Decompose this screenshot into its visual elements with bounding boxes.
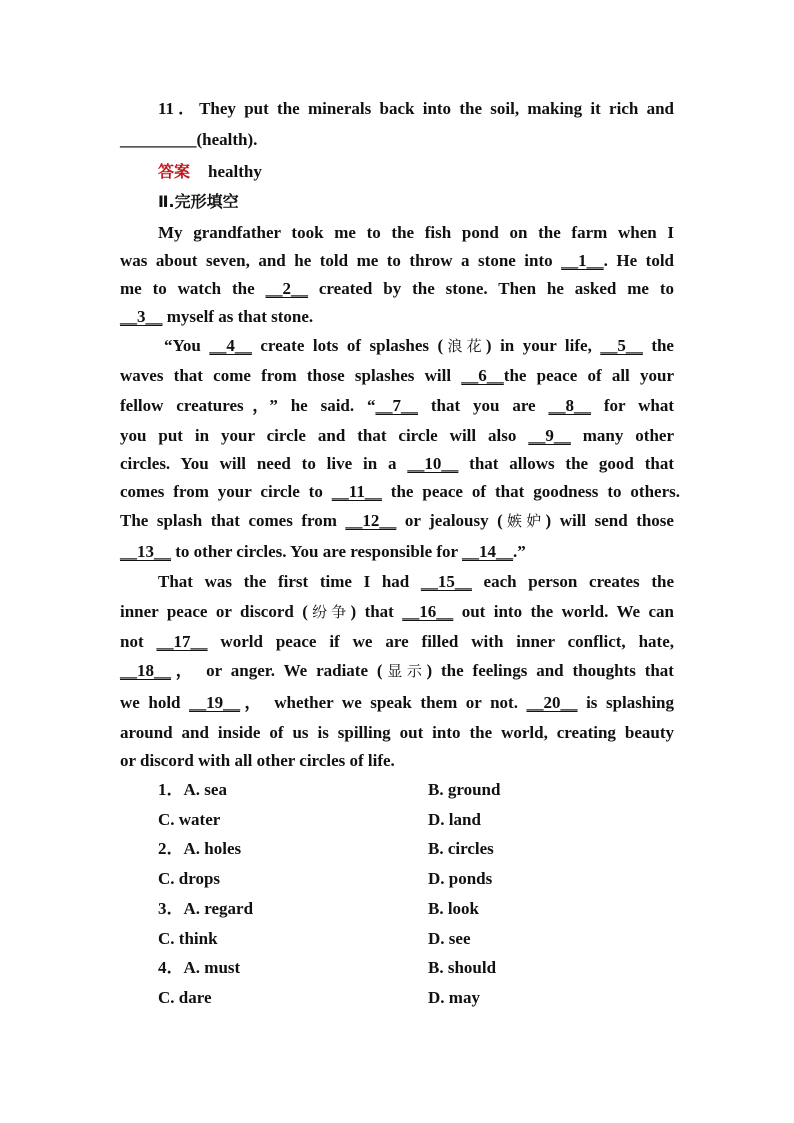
blank-5: __5__ bbox=[600, 336, 643, 355]
option-2-c: C. drops bbox=[158, 869, 221, 888]
chinese-gloss: 纷争 bbox=[307, 603, 351, 621]
blank-20: __20__ bbox=[526, 693, 578, 712]
option-4-b: B. should bbox=[428, 958, 497, 977]
option-3-a: 3．A. regard bbox=[158, 899, 254, 918]
passage-text: .” bbox=[513, 542, 526, 561]
question-11-text: 11．They put the minerals back into the soil, making it rich and bbox=[158, 99, 674, 118]
option-1-a: 1．A. sea bbox=[158, 780, 227, 799]
passage-text: comes from your circle to bbox=[120, 482, 332, 501]
blank-8: __8__ bbox=[548, 396, 591, 415]
question-11-line-2 bbox=[120, 129, 257, 151]
blank-1: __1__ bbox=[561, 251, 604, 270]
answer-label: 答案 bbox=[158, 162, 191, 181]
blank-11: __11__ bbox=[331, 482, 382, 501]
option-3-c: C. think bbox=[158, 929, 218, 948]
passage-text: the peace of all your bbox=[503, 366, 674, 385]
passage-text: around and inside of us is spilling out into the world, creating beauty bbox=[120, 723, 674, 742]
passage-text: that allows the good that bbox=[458, 454, 674, 473]
passage-text: “You bbox=[164, 336, 210, 355]
passage-line bbox=[120, 660, 674, 682]
passage-text: circles. You will need to live in a bbox=[120, 454, 408, 473]
passage-line bbox=[120, 510, 674, 532]
blank-18: __18__ bbox=[120, 661, 171, 680]
passage-text: ， whether we speak them or not. bbox=[240, 693, 527, 712]
blank-2: __2__ bbox=[265, 279, 308, 298]
answer-line bbox=[158, 161, 262, 183]
passage-text: the peace of that goodness to others. bbox=[381, 482, 680, 501]
passage-text: or jealousy ( bbox=[396, 511, 503, 530]
passage-text: we hold bbox=[120, 693, 190, 712]
passage-text: for what bbox=[590, 396, 674, 415]
passage-line bbox=[158, 571, 674, 593]
passage-line bbox=[158, 222, 674, 244]
question-11-blank: _________ bbox=[120, 130, 197, 149]
passage-text: ， or anger. We radiate ( bbox=[171, 661, 383, 680]
passage-text: many other bbox=[570, 426, 674, 445]
passage-text: is splashing bbox=[577, 693, 674, 712]
question-11-line-1 bbox=[158, 98, 674, 120]
passage-text: not bbox=[120, 632, 157, 651]
passage-line bbox=[120, 692, 674, 714]
option-1-d: D. land bbox=[428, 810, 481, 829]
option-1-b: B. ground bbox=[428, 780, 501, 799]
blank-6: __6__ bbox=[461, 366, 504, 385]
passage-line bbox=[120, 365, 674, 387]
passage-text: My grandfather took me to the fish pond on the farm when I bbox=[158, 223, 674, 242]
passage-line bbox=[120, 541, 526, 563]
blank-17: __17__ bbox=[156, 632, 208, 651]
passage-text: ) in your life, bbox=[485, 336, 601, 355]
passage-text: was about seven, and he told me to throw a stone into bbox=[120, 251, 562, 270]
option-2-a: 2．A. holes bbox=[158, 839, 242, 858]
passage-line bbox=[120, 250, 674, 272]
blank-19: __19__ bbox=[189, 693, 241, 712]
blank-15: __15__ bbox=[420, 572, 472, 591]
blank-7: __7__ bbox=[375, 396, 418, 415]
blank-4: __4__ bbox=[209, 336, 252, 355]
passage-line bbox=[120, 601, 674, 623]
blank-13: __13__ bbox=[120, 542, 171, 561]
passage-text: fellow creatures，” he said. “ bbox=[120, 396, 376, 415]
chinese-gloss: 浪花 bbox=[443, 337, 486, 355]
blank-12: __12__ bbox=[345, 511, 397, 530]
passage-text: myself as that stone. bbox=[162, 307, 314, 326]
passage-text: that you are bbox=[418, 396, 549, 415]
passage-line bbox=[120, 631, 674, 653]
passage-line bbox=[120, 750, 395, 772]
passage-text: each person creates the bbox=[471, 572, 674, 591]
passage-text: The splash that comes from bbox=[120, 511, 346, 530]
passage-text: world peace if we are filled with inner conflict, hate, bbox=[207, 632, 674, 651]
passage-text: inner peace or discord ( bbox=[120, 602, 308, 621]
passage-line bbox=[120, 453, 674, 475]
chinese-gloss: 显示 bbox=[382, 662, 427, 680]
passage-text: or discord with all other circles of life. bbox=[120, 751, 395, 770]
passage-text: create lots of splashes ( bbox=[251, 336, 444, 355]
passage-line bbox=[120, 722, 674, 744]
section-title: Ⅱ.完形填空 bbox=[158, 192, 239, 211]
passage-text: out into the world. We can bbox=[453, 602, 674, 621]
option-3-d: D. see bbox=[428, 929, 471, 948]
answer-value: healthy bbox=[208, 162, 262, 181]
blank-14: __14__ bbox=[462, 542, 514, 561]
passage-text: That was the first time I had bbox=[158, 572, 421, 591]
option-4-d: D. may bbox=[428, 988, 480, 1007]
option-3-b: B. look bbox=[428, 899, 480, 918]
option-2-d: D. ponds bbox=[428, 869, 493, 888]
passage-text: you put in your circle and that circle will also bbox=[120, 426, 529, 445]
blank-3: __3__ bbox=[120, 307, 163, 326]
option-2-b: B. circles bbox=[428, 839, 494, 858]
option-4-a: 4．A. must bbox=[158, 958, 241, 977]
chinese-gloss: 嫉妒 bbox=[502, 512, 546, 530]
passage-text: created by the stone. Then he asked me to bbox=[308, 279, 674, 298]
passage-line bbox=[164, 335, 674, 357]
passage-line bbox=[120, 306, 313, 328]
passage-text: to other circles. You are responsible for bbox=[171, 542, 463, 561]
blank-10: __10__ bbox=[407, 454, 459, 473]
passage-line bbox=[120, 481, 680, 503]
option-1-c: C. water bbox=[158, 810, 221, 829]
question-11-hint: (health). bbox=[196, 130, 258, 149]
blank-9: __9__ bbox=[528, 426, 571, 445]
passage-text: ) the feelings and thoughts that bbox=[426, 661, 674, 680]
passage-text: the bbox=[642, 336, 674, 355]
passage-text: ) will send those bbox=[545, 511, 674, 530]
passage-line bbox=[120, 395, 674, 417]
passage-text: ) that bbox=[350, 602, 403, 621]
option-4-c: C. dare bbox=[158, 988, 212, 1007]
passage-line bbox=[120, 278, 674, 300]
passage-text: . He told bbox=[603, 251, 674, 270]
passage-text: me to watch the bbox=[120, 279, 266, 298]
passage-line bbox=[120, 425, 674, 447]
blank-16: __16__ bbox=[402, 602, 454, 621]
passage-text: waves that come from those splashes will bbox=[120, 366, 462, 385]
